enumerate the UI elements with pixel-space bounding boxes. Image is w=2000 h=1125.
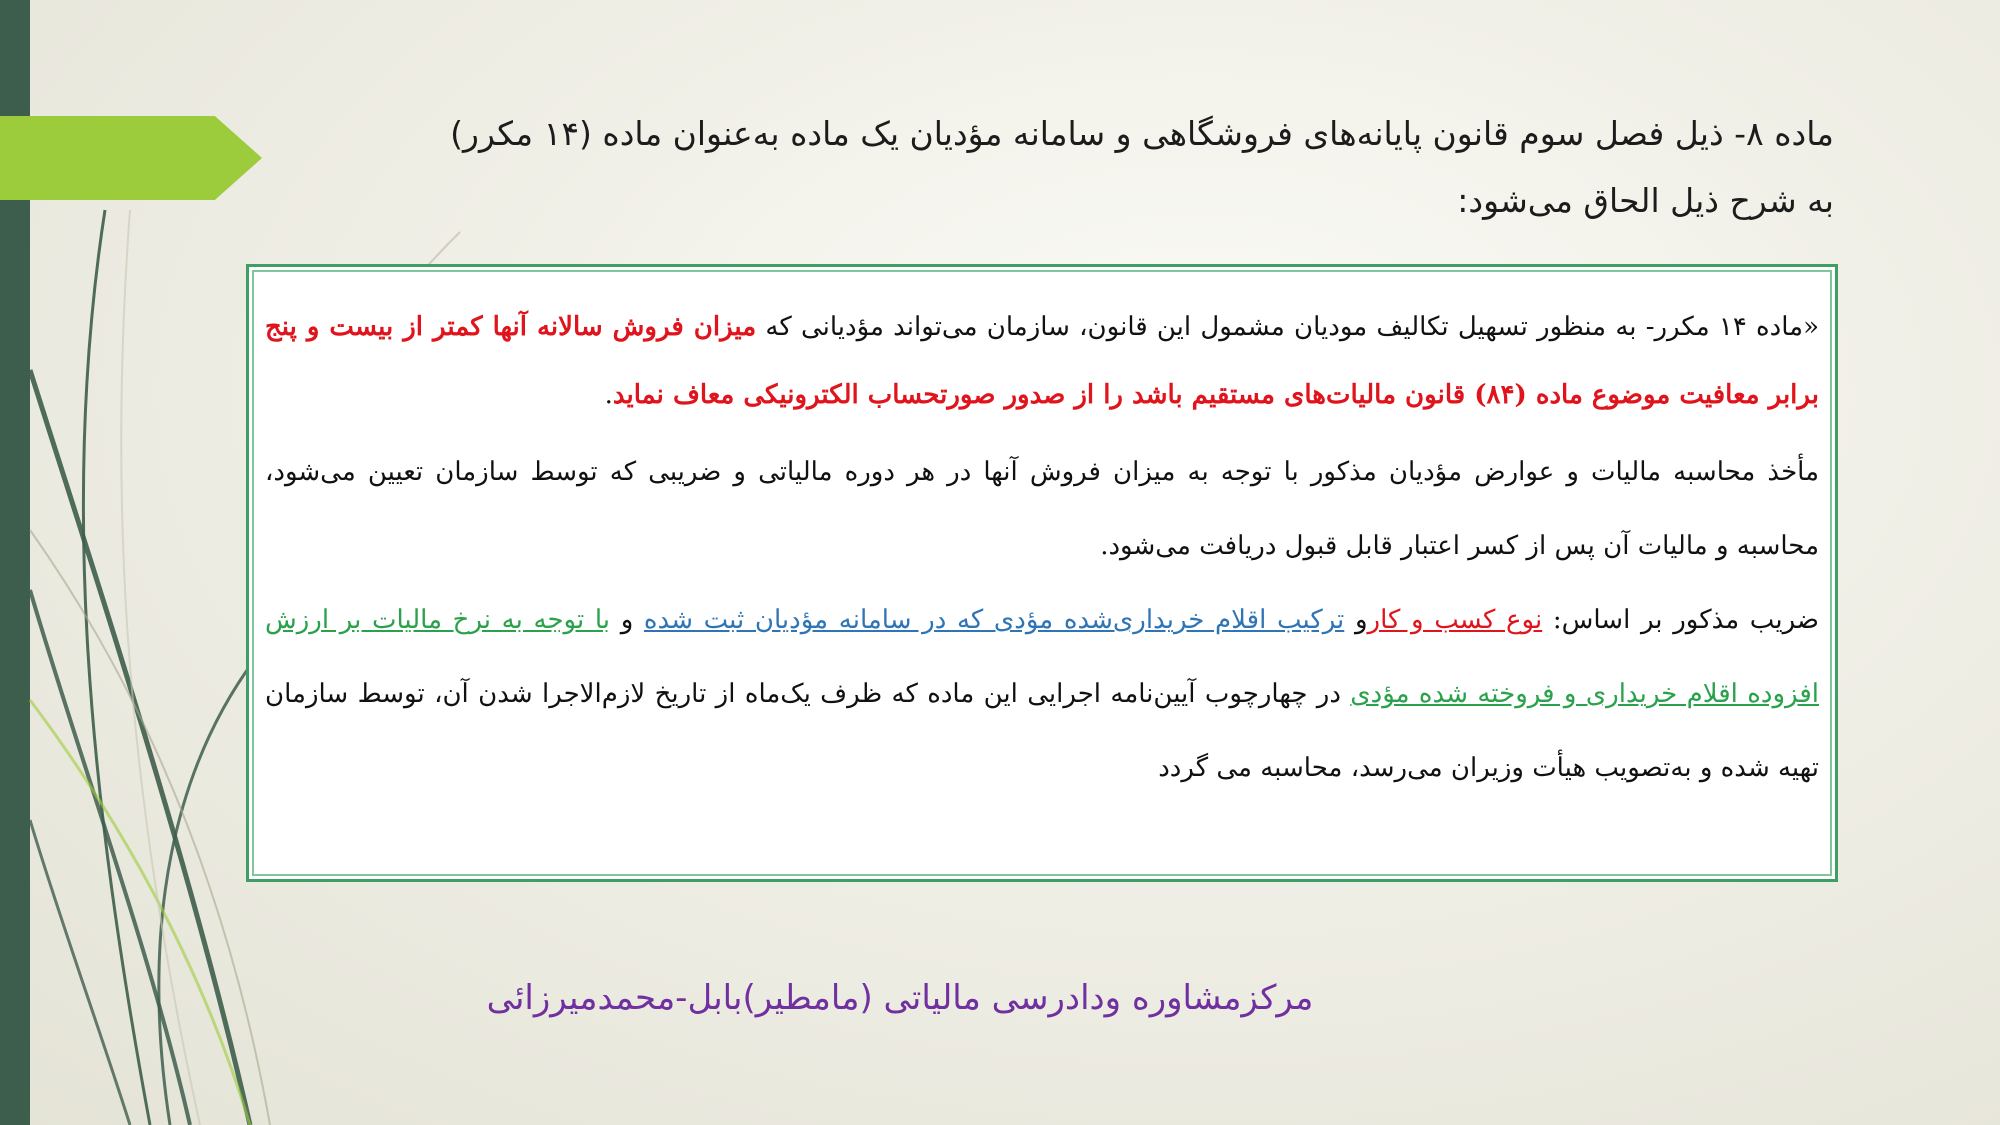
- exemption-highlight: میزان فروش سالانه آنها کمتر از بیست و پنج برابر معافیت موضوع ماده (۸۴) قانون مالیات‌های مستقیم باشد را از صدور صورتحساب الکترونیکی معاف نماید: [265, 312, 1819, 410]
- paragraph-3: [265, 583, 1819, 805]
- business-type-highlight: نوع کسب و کار: [1367, 605, 1543, 635]
- paragraph-3-conj-1: و: [1344, 605, 1368, 635]
- heading-line-2: به شرح ذیل الحاق می‌شود:: [1457, 181, 1834, 220]
- green-arrow-tab: [0, 116, 262, 200]
- paragraph-1-end: .: [604, 380, 613, 410]
- article-text-box: [246, 264, 1838, 882]
- paragraph-1: [265, 293, 1819, 429]
- purchased-items-highlight: ترکیب اقلام خریداری‌شده مؤدی که در سامانه مؤدیان ثبت شده: [643, 605, 1345, 635]
- vat-rate-highlight: با توجه به نرخ مالیات بر ارزش افزوده اقلام خریداری و فروخته شده مؤدی: [265, 605, 1820, 709]
- paragraph-3-intro: ضریب مذکور بر اساس:: [1542, 605, 1819, 635]
- heading-line-1: ماده ۸- ذیل فصل سوم قانون پایانه‌های فروشگاهی و سامانه مؤدیان یک ماده به‌عنوان ماده (۱۴ مکرر): [450, 114, 1834, 153]
- paragraph-3-conj-2: و: [610, 605, 644, 635]
- footer-credit: مرکزمشاوره ودادرسی مالیاتی (مامطیر)بابل-محمدمیرزائی: [486, 978, 1314, 1018]
- paragraph-1-intro: «ماده ۱۴ مکرر- به منظور تسهیل تکالیف مودیان مشمول این قانون، سازمان می‌تواند مؤدیانی که: [756, 312, 1819, 342]
- paragraph-3-rest: در چهارچوب آیین‌نامه اجرایی این ماده که ظرف یک‌ماه از تاریخ لازم‌الاجرا شدن آن، توسط سازمان تهیه شده و به‌تصویب هیأت وزیران می‌رسد، محاسبه می گردد: [265, 679, 1819, 783]
- article-heading: [254, 100, 1834, 234]
- paragraph-2: مأخذ محاسبه مالیات و عوارض مؤدیان مذکور با توجه به میزان فروش آنها در هر دوره مالیاتی و ضریبی که توسط سازمان تعیین می‌شود، محاسبه و مالیات آن پس از کسر اعتبار قابل قبول دریافت می‌شود.: [265, 457, 1819, 561]
